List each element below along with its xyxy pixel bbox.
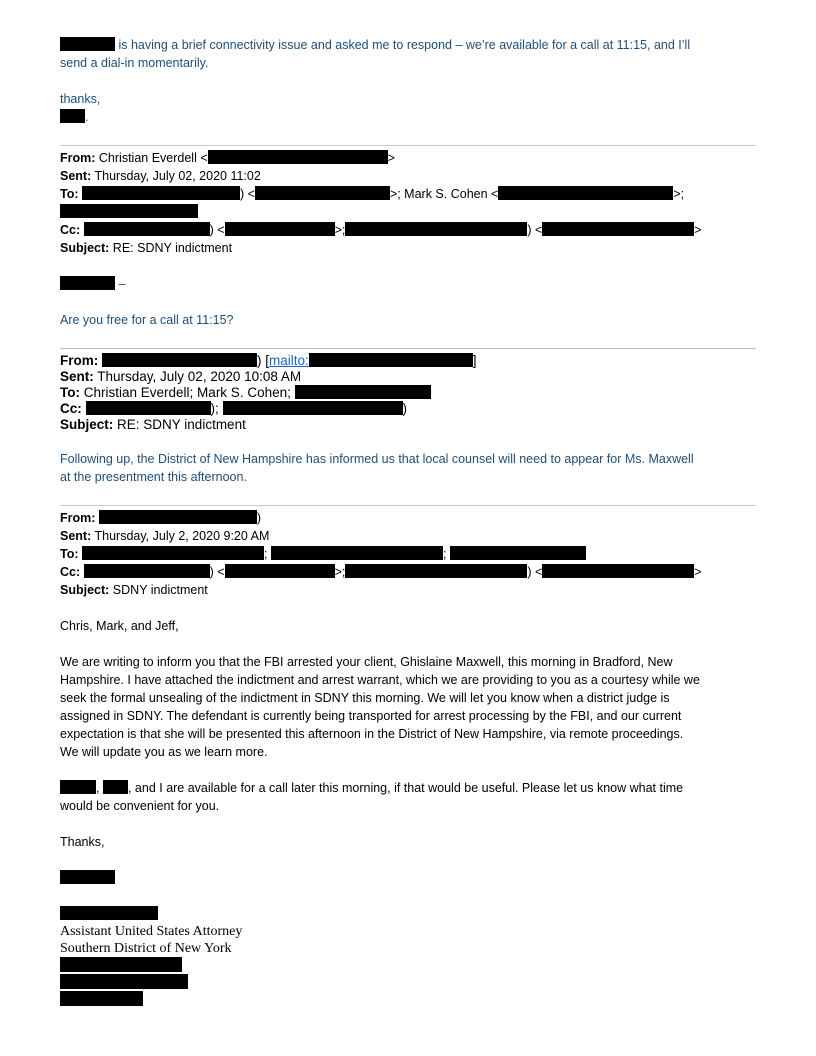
header-from: From: ) [mailto: ] <box>60 353 477 368</box>
header-sent: Sent: Thursday, July 02, 2020 10:08 AM <box>60 369 302 384</box>
signature-name-full <box>60 905 158 923</box>
paragraph-line: , , and I are available for a call later this morning, if that would be useful. Please let us know what time <box>60 779 683 797</box>
separator <box>60 505 756 506</box>
redaction <box>60 37 115 51</box>
header-to-cont <box>60 203 198 221</box>
header-subject: Subject: SDNY indictment <box>60 583 208 597</box>
redaction <box>345 564 527 578</box>
redaction <box>225 222 335 236</box>
header-cc: Cc: ) < >; ) < > <box>60 565 702 579</box>
redaction <box>84 564 210 578</box>
message-line-2: at the presentment this afternoon. <box>60 470 247 484</box>
reply-line-1: is having a brief connectivity issue and asked me to respond – we’re available for a call at 11:15, and I’ll <box>60 36 690 54</box>
signature-title: Assistant United States Attorney <box>60 924 243 939</box>
signature-redacted-line <box>60 957 182 975</box>
redaction <box>225 564 335 578</box>
redaction <box>60 780 96 794</box>
redaction <box>60 109 85 123</box>
redaction <box>60 906 158 920</box>
header-from: From: Christian Everdell < > <box>60 151 395 165</box>
message-question: Are you free for a call at 11:15? <box>60 313 234 327</box>
header-to: To: Christian Everdell; Mark S. Cohen; <box>60 384 431 402</box>
redaction <box>86 401 211 415</box>
redaction <box>102 353 257 367</box>
redaction <box>255 186 390 200</box>
signature-redacted-line <box>60 991 143 1009</box>
signature-office: Southern District of New York <box>60 941 232 956</box>
redaction <box>542 564 694 578</box>
redaction <box>271 546 443 560</box>
header-from: From: ) <box>60 511 262 525</box>
redaction <box>498 186 673 200</box>
reply-signoff: . <box>60 108 88 126</box>
header-to: To: ; ; <box>60 545 586 563</box>
redaction <box>60 974 188 989</box>
signature-name <box>60 869 115 887</box>
header-to: To: ) < >; Mark S. Cohen < >; <box>60 187 685 201</box>
redaction <box>82 546 264 560</box>
redaction <box>60 957 182 972</box>
closing: Thanks, <box>60 835 105 849</box>
redaction <box>208 150 388 164</box>
redaction <box>60 870 115 884</box>
redaction <box>84 222 210 236</box>
redaction <box>82 186 240 200</box>
paragraph-line: We are writing to inform you that the FBI arrested your client, Ghislaine Maxwell, this morning in Bradford, New <box>60 655 673 669</box>
paragraph-line: We will update you as we learn more. <box>60 745 268 759</box>
message-line-1: Following up, the District of New Hampshire has informed us that local counsel will need to appear for Ms. Maxwell <box>60 452 694 466</box>
redaction <box>60 276 115 290</box>
header-sent: Sent: Thursday, July 02, 2020 11:02 <box>60 169 261 183</box>
redaction <box>295 385 431 399</box>
header-sent: Sent: Thursday, July 2, 2020 9:20 AM <box>60 529 270 543</box>
redaction <box>223 401 403 415</box>
redaction <box>60 991 143 1006</box>
redaction <box>450 546 586 560</box>
paragraph-line: assigned in SDNY. The defendant is currently being transported for arrest processing by the FBI, and our current <box>60 709 682 723</box>
header-subject: Subject: RE: SDNY indictment <box>60 241 233 255</box>
message-greeting: Chris, Mark, and Jeff, <box>60 619 179 633</box>
separator <box>60 145 756 146</box>
paragraph-line: Hampshire. I have attached the indictment and arrest warrant, which we are providing to you as a courtesy while we <box>60 673 700 687</box>
header-cc: Cc: ) < >; ) < > <box>60 223 702 237</box>
redaction <box>542 222 694 236</box>
signature-redacted-line <box>60 974 188 992</box>
paragraph-line: seek the formal unsealing of the indictment in SDNY this morning. We will let you know when a district judge is <box>60 691 670 705</box>
message-salutation: – <box>60 275 125 293</box>
header-cc: Cc: ); ) <box>60 401 408 416</box>
mailto-link[interactable]: mailto: <box>269 353 309 368</box>
paragraph-line: would be convenient for you. <box>60 799 220 813</box>
paragraph-line: expectation is that she will be presented this afternoon in the District of New Hampshire, via remote proceedings. <box>60 727 684 741</box>
redaction <box>99 510 257 524</box>
separator <box>60 348 756 349</box>
redaction <box>103 780 128 794</box>
redaction <box>309 353 473 367</box>
redaction <box>60 204 198 218</box>
reply-line-2: send a dial-in momentarily. <box>60 56 209 70</box>
reply-thanks: thanks, <box>60 92 101 106</box>
header-subject: Subject: RE: SDNY indictment <box>60 417 246 432</box>
redaction <box>345 222 527 236</box>
